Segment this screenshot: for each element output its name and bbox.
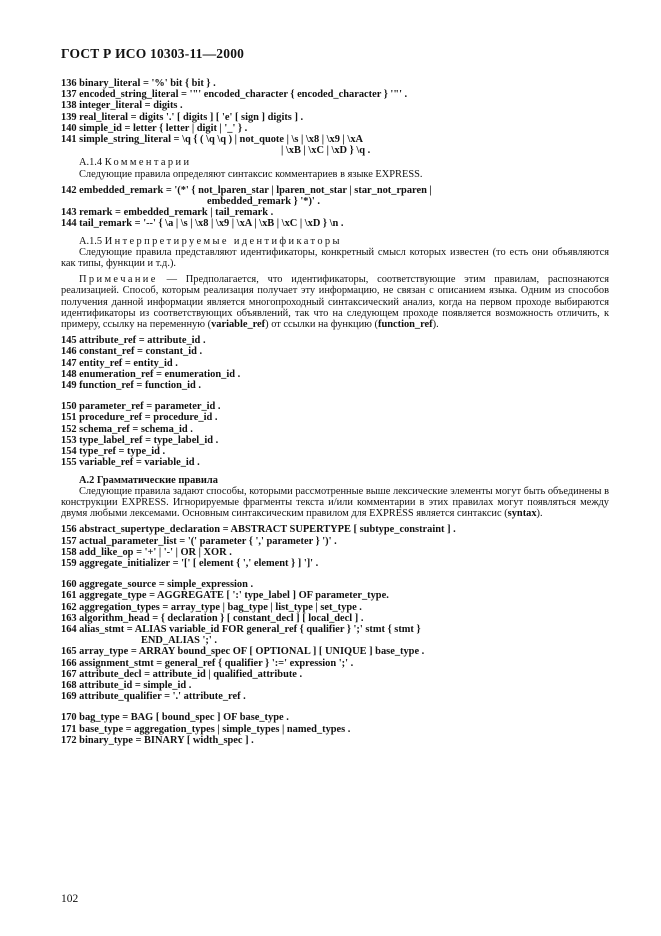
grammar-rule: 140 simple_id = letter { letter | digit | '_' } . bbox=[61, 122, 248, 134]
grammar-rule: 137 encoded_string_literal = '"' encoded_character { encoded_character } '"' . bbox=[61, 89, 408, 101]
grammar-rule: 138 integer_literal = digits . bbox=[61, 100, 183, 112]
section-heading-interpreted bbox=[61, 236, 609, 247]
page-header: ГОСТ Р ИСО 10303-11—2000 bbox=[61, 46, 245, 61]
grammar-rule: 153 type_label_ref = type_label_id . bbox=[61, 434, 219, 446]
grammar-rule-continuation: END_ALIAS ';' . bbox=[141, 635, 217, 647]
grammar-rule: 152 schema_ref = schema_id . bbox=[61, 423, 193, 435]
grammar-rule: 161 aggregate_type = AGGREGATE [ ':' type_label ] OF parameter_type. bbox=[61, 590, 389, 602]
grammar-rule: 164 alias_stmt = ALIAS variable_id FOR general_ref { qualifier } ';' stmt { stmt } bbox=[61, 623, 421, 635]
rules-block-145-149 bbox=[61, 335, 609, 391]
rules-block-156-159 bbox=[61, 524, 609, 569]
grammar-rule: 155 variable_ref = variable_id . bbox=[61, 457, 200, 469]
grammar-rule: 150 parameter_ref = parameter_id . bbox=[61, 401, 221, 413]
rules-block-150-155 bbox=[61, 401, 609, 468]
variable-ref-term: variable_ref bbox=[211, 319, 266, 331]
grammar-rule: 162 aggregation_types = array_type | bag_type | list_type | set_type . bbox=[61, 601, 362, 613]
syntax-term: syntax bbox=[507, 508, 537, 520]
note-paragraph: Примечание — Предполагается, что идентификаторы, соответствующие этим правилам, распознаются реализацией. Способ, которым реализация получает эту информацию, не связан с описанием языка. Одним из способов получения данной информации является многопроходный синтаксический анализ, когда на первом проходе выбираются идентификаторы из соответствующих объявлений, так что на следующем проходе появляется возможность отличить, к примеру, ссылку на переменную (variable_ref) от ссылки на функцию (function_ref). bbox=[61, 274, 609, 331]
section-title: Интерпретируемые идентификаторы bbox=[104, 235, 342, 247]
rules-block-160-169 bbox=[61, 579, 609, 702]
note-label: Примечание bbox=[79, 274, 158, 286]
comments-paragraph: Следующие правила определяют синтаксис комментариев в языке EXPRESS. bbox=[79, 168, 423, 180]
grammar-rule: 148 enumeration_ref = enumeration_id . bbox=[61, 368, 241, 380]
grammar-rule: 143 remark = embedded_remark | tail_remark . bbox=[61, 207, 274, 219]
rules-block-136-140 bbox=[61, 78, 609, 134]
grammar-rule: 136 binary_literal = '%' bit { bit } . bbox=[61, 78, 216, 89]
grammar-rule: 165 array_type = ARRAY bound_spec OF [ OPTIONAL ] [ UNIQUE ] base_type . bbox=[61, 646, 425, 658]
grammar-rule: 169 attribute_qualifier = '.' attribute_ref . bbox=[61, 691, 246, 703]
grammar-rule: 147 entity_ref = entity_id . bbox=[61, 357, 178, 369]
grammar-rule-continuation: | \xB | \xC | \xD } \q . bbox=[281, 145, 371, 157]
grammar-rule: 156 abstract_supertype_declaration = ABSTRACT SUPERTYPE [ subtype_constraint ] . bbox=[61, 524, 456, 536]
page-number: 102 bbox=[61, 893, 79, 905]
grammar-paragraph: Следующие правила задают способы, которыми рассмотренные выше лексические элементы могут быть объединены в конструкции EXPRESS. Игнорируемые фрагменты текста и/или комментарии в этих правилах могут появляться между двумя любыми лексемами. Основным синтаксическим правилом для EXPRESS является синтаксис (syntax). bbox=[61, 485, 609, 520]
rules-block-170-172 bbox=[61, 712, 609, 746]
grammar-rule: 157 actual_parameter_list = '(' parameter { ',' parameter } ')' . bbox=[61, 535, 337, 547]
grammar-rule: 146 constant_ref = constant_id . bbox=[61, 346, 203, 358]
grammar-rule: 151 procedure_ref = procedure_id . bbox=[61, 412, 218, 424]
grammar-rule: 170 bag_type = BAG [ bound_spec ] OF base_type . bbox=[61, 712, 289, 724]
grammar-rule: 158 add_like_op = '+' | '-' | OR | XOR . bbox=[61, 546, 232, 558]
grammar-rule: 154 type_ref = type_id . bbox=[61, 446, 166, 458]
grammar-rule: 167 attribute_decl = attribute_id | qualified_attribute . bbox=[61, 668, 303, 680]
grammar-rule: 166 assignment_stmt = general_ref { qualifier } ':=' expression ';' . bbox=[61, 657, 354, 669]
grammar-rule: 149 function_ref = function_id . bbox=[61, 380, 201, 392]
grammar-rule: 160 aggregate_source = simple_expression . bbox=[61, 579, 254, 591]
grammar-rule: 168 attribute_id = simple_id . bbox=[61, 679, 192, 691]
grammar-rule: 142 embedded_remark = '(*' { not_lparen_star | lparen_not_star | star_not_rparen | bbox=[61, 184, 432, 196]
section-number: А.1.4 bbox=[79, 157, 103, 169]
section-number: А.1.5 bbox=[79, 235, 103, 247]
grammar-rule: 141 simple_string_literal = \q { ( \q \q ) | not_quote | \s | \x8 | \x9 | \xA bbox=[61, 134, 364, 146]
grammar-rule-continuation: embedded_remark } '*)' . bbox=[207, 196, 320, 208]
grammar-rule: 159 aggregate_initializer = '[' [ element { ',' element } ] ']' . bbox=[61, 557, 319, 569]
section-heading-grammar: А.2 Грамматические правила bbox=[79, 474, 218, 486]
page-content bbox=[61, 78, 609, 746]
grammar-rule: 163 algorithm_head = { declaration } [ constant_decl ] [ local_decl ] . bbox=[61, 612, 364, 624]
section-heading-comments bbox=[61, 157, 609, 168]
grammar-rule: 172 binary_type = BINARY [ width_spec ] . bbox=[61, 734, 254, 746]
interpreted-paragraph: Следующие правила представляют идентификаторы, конкретный смысл которых известен (то есть они объявляются как типы, функции и т.д.). bbox=[61, 246, 609, 270]
section-title: Комментарии bbox=[104, 157, 192, 169]
grammar-rule: 171 base_type = aggregation_types | simple_types | named_types . bbox=[61, 723, 351, 735]
function-ref-term: function_ref bbox=[377, 319, 433, 331]
grammar-rule: 145 attribute_ref = attribute_id . bbox=[61, 335, 206, 347]
grammar-rule: 144 tail_remark = '--' { \a | \s | \x8 | \x9 | \xA | \xB | \xC | \xD } \n . bbox=[61, 218, 344, 230]
grammar-rule: 139 real_literal = digits '.' [ digits ] [ 'e' [ sign ] digits ] . bbox=[61, 111, 304, 123]
